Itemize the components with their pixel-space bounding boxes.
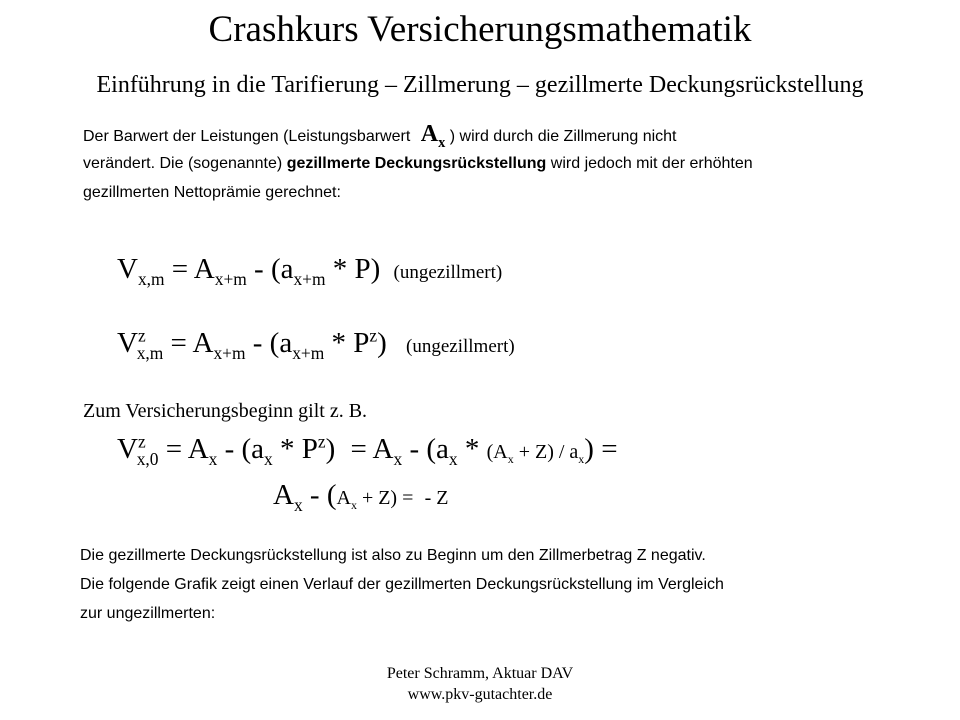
f3-v: V bbox=[117, 433, 138, 465]
symbol-a-sub: x bbox=[438, 134, 446, 151]
slide-title: Crashkurs Versicherungsmathematik bbox=[208, 9, 752, 50]
f2-p-sup: z bbox=[369, 325, 378, 346]
f1-eq: = bbox=[171, 253, 189, 285]
f3-eq3: = bbox=[601, 433, 618, 465]
f1-minus: - (a bbox=[254, 253, 294, 285]
f4-minus: - ( bbox=[309, 479, 337, 511]
slide-subtitle: Einführung in die Tarifierung – Zillmerung – gezillmerte Deckungsrückstellung bbox=[96, 72, 864, 98]
para1-line1-pre: Der Barwert der Leistungen (Leistungsbarwert bbox=[83, 128, 411, 145]
leistungsbarwert-symbol bbox=[420, 121, 446, 151]
f3-mul: * P bbox=[280, 433, 318, 465]
f1-tail: * P) bbox=[332, 253, 381, 285]
f4-inner-a: A bbox=[336, 487, 351, 509]
f3-a: A bbox=[187, 433, 209, 465]
formula-ungezillmert bbox=[117, 252, 502, 290]
formula-begin bbox=[117, 432, 618, 469]
f2-tail: * P bbox=[331, 327, 370, 359]
para1-line2-pre: verändert. Die (sogenannte) bbox=[83, 155, 283, 172]
f3-close: ) bbox=[325, 433, 336, 465]
f2-a-sub: x+m bbox=[213, 342, 246, 363]
f1-v: V bbox=[117, 253, 138, 285]
formula-result bbox=[273, 478, 449, 515]
f2-v: V bbox=[117, 327, 138, 359]
para1-line2-bold: gezillmerte Deckungsrückstellung bbox=[286, 155, 547, 172]
f4-inner-rest: + Z) = bbox=[361, 487, 414, 509]
f4-result: - Z bbox=[424, 487, 449, 509]
para1-line3: gezillmerten Nettoprämie gerechnet: bbox=[83, 184, 341, 201]
f2-a: A bbox=[192, 327, 214, 359]
f4-inner-a-sub: x bbox=[350, 498, 357, 512]
f2-v-sup: z bbox=[137, 325, 146, 346]
f3-inner bbox=[486, 441, 585, 466]
f3-close2: ) bbox=[584, 433, 594, 465]
f2-minus: - (a bbox=[252, 327, 293, 359]
intro-text: Zum Versicherungsbeginn gilt z. B. bbox=[83, 400, 368, 422]
f1-a: A bbox=[193, 253, 215, 285]
symbol-a: A bbox=[420, 121, 439, 147]
f2-note: (ungezillmert) bbox=[406, 336, 515, 357]
f2-close: ) bbox=[377, 327, 387, 359]
f3-v-sup: z bbox=[137, 431, 146, 452]
f2-eq: = bbox=[170, 327, 187, 359]
para1-line1 bbox=[83, 121, 677, 151]
para2-line1: Die gezillmerte Deckungsrückstellung ist also zu Beginn um den Zillmerbetrag Z negativ. bbox=[80, 547, 706, 564]
f3-inner-open: (A bbox=[486, 441, 508, 463]
f1-a-sub: x+m bbox=[214, 268, 247, 289]
f3-a2-sub: x bbox=[264, 448, 273, 469]
f3-minus: - (a bbox=[224, 433, 265, 465]
f4-inner bbox=[336, 487, 414, 512]
f3-inner-a2-sub: x bbox=[578, 452, 585, 466]
f1-a2-sub: x+m bbox=[293, 268, 326, 289]
footer-website: www.pkv-gutachter.de bbox=[407, 686, 553, 703]
f3-eq: = bbox=[165, 433, 183, 465]
f3-a4-sub: x bbox=[448, 448, 458, 469]
para2-line3: zur ungezillmerten: bbox=[80, 605, 216, 622]
f3-a3-sub: x bbox=[393, 448, 403, 469]
para1-line1-post: ) wird durch die Zillmerung nicht bbox=[449, 128, 677, 145]
f1-v-sub: x,m bbox=[137, 268, 165, 289]
f3-inner-mid: + Z) / a bbox=[518, 441, 579, 463]
para2-line2: Die folgende Grafik zeigt einen Verlauf der gezillmerten Deckungsrückstellung im Vergleich bbox=[80, 576, 724, 593]
f3-mul2: * bbox=[464, 433, 480, 465]
para1-line2 bbox=[83, 153, 753, 175]
para1-line2-post: wird jedoch mit der erhöhten bbox=[550, 155, 753, 172]
f3-eq2: = A bbox=[350, 433, 394, 465]
f1-note: (ungezillmert) bbox=[393, 262, 503, 283]
f4-a: A bbox=[273, 479, 294, 511]
f4-a-sub: x bbox=[293, 494, 303, 515]
footer-author: Peter Schramm, Aktuar DAV bbox=[386, 665, 574, 682]
f3-inner-a-sub: x bbox=[507, 452, 514, 466]
f3-p-sup: z bbox=[317, 431, 326, 452]
f2-a2-sub: x+m bbox=[292, 342, 325, 363]
f3-v-sub: x,0 bbox=[136, 448, 159, 469]
f3-minus2: - (a bbox=[409, 433, 449, 465]
f3-a-sub: x bbox=[208, 448, 218, 469]
formula-gezillmert bbox=[117, 326, 515, 364]
f2-v-sub: x,m bbox=[136, 342, 164, 363]
